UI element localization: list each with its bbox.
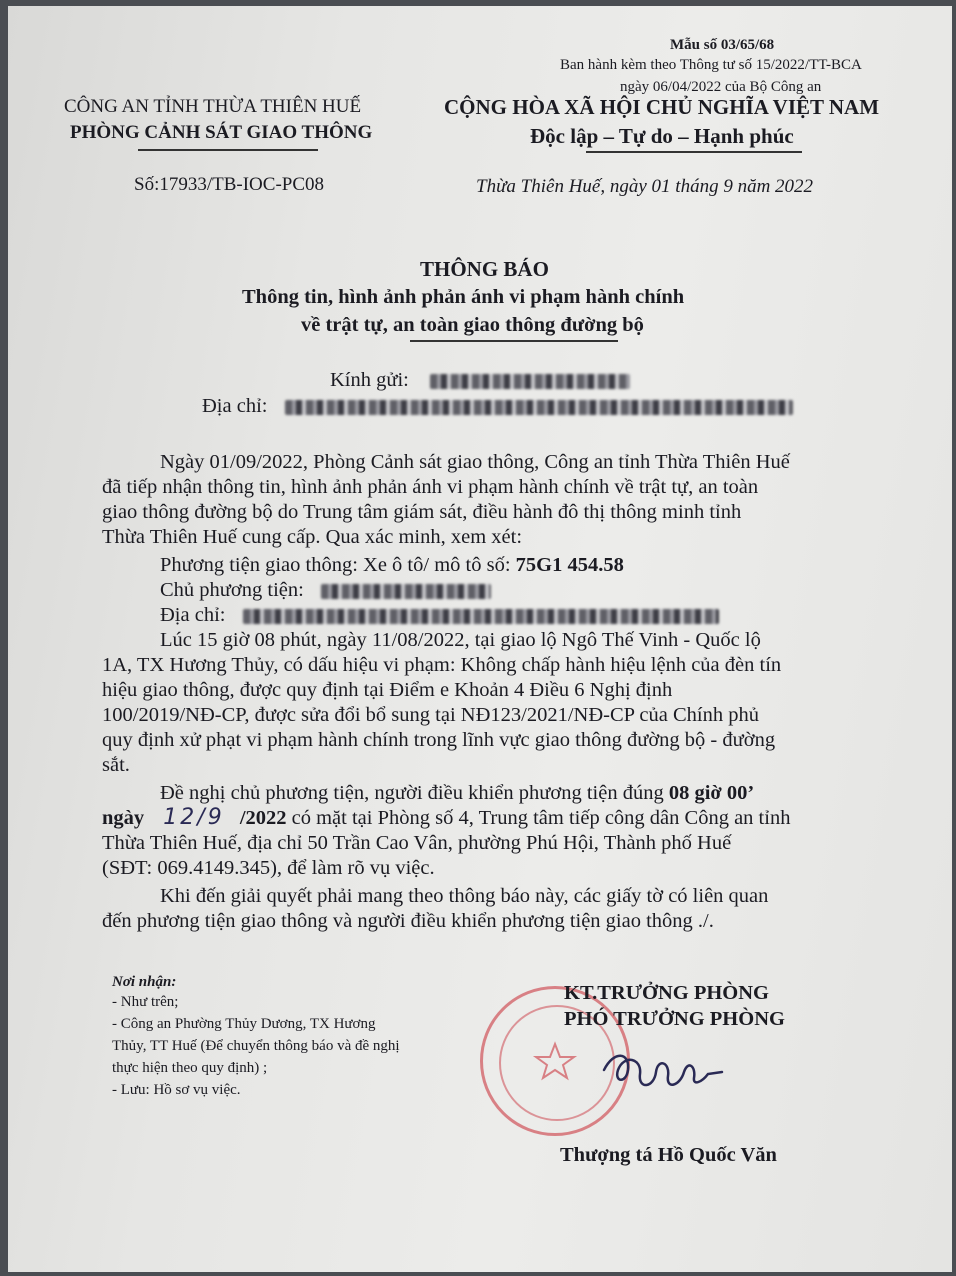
paragraph-3-line-4: (SĐT: 069.4149.345), để làm rõ vụ việc. — [102, 857, 435, 879]
paragraph-2-line-5: quy định xử phạt vi phạm hành chính trong lĩnh vực giao thông đường bộ - đường — [102, 729, 776, 751]
owner-address-row — [160, 603, 719, 628]
paragraph-2-line-3: hiệu giao thông, được quy định tại Điểm e Khoản 4 Điều 6 Nghị định — [102, 679, 673, 701]
appointment-time: 08 giờ 00’ — [668, 782, 755, 804]
vehicle-row — [160, 553, 624, 578]
appointment-day-label: ngày — [102, 807, 145, 829]
form-issued-line2: ngày 06/04/2022 của Bộ Công an — [620, 79, 822, 95]
paragraph-2-line-1: Lúc 15 giờ 08 phút, ngày 11/08/2022, tại giao lộ Ngô Thế Vinh - Quốc lộ — [160, 629, 761, 651]
motto-underline — [586, 151, 802, 153]
paragraph-1-line-1: Ngày 01/09/2022, Phòng Cảnh sát giao thông, Công an tỉnh Thừa Thiên Huế — [160, 451, 790, 473]
paragraph-2-line-4: 100/2019/NĐ-CP, được sửa đổi bổ sung tại NĐ123/2021/NĐ-CP của Chính phủ — [102, 704, 759, 726]
form-code: Mẫu số 03/65/68 — [670, 37, 775, 53]
paragraph-1-line-3: giao thông đường bộ do Trung tâm giám sát, điều hành đô thị thông minh tỉnh — [102, 501, 742, 523]
paragraph-3-line-1 — [160, 781, 754, 806]
notice-subtitle-1: Thông tin, hình ảnh phản ánh vi phạm hành chính — [242, 286, 685, 308]
recipients-title: Nơi nhận: — [112, 974, 177, 990]
paragraph-4-line-2: đến phương tiện giao thông và người điều khiển phương tiện giao thông ./. — [102, 910, 714, 932]
vehicle-label: Phương tiện giao thông: Xe ô tô/ mô tô số: — [160, 554, 511, 576]
title-underline — [410, 340, 618, 342]
recipients-item-2-line-1: - Công an Phường Thủy Dương, TX Hương — [112, 1016, 376, 1032]
paragraph-3-lead: Đề nghị chủ phương tiện, người điều khiển phương tiện đúng — [160, 782, 664, 804]
signature-line-2: PHÓ TRƯỞNG PHÒNG — [564, 1008, 785, 1030]
appointment-place: có mặt tại Phòng số 4, Trung tâm tiếp công dân Công an tỉnh — [291, 807, 791, 829]
notice-title: THÔNG BÁO — [420, 257, 549, 281]
country-name: CỘNG HÒA XÃ HỘI CHỦ NGHĨA VIỆT NAM — [444, 95, 880, 119]
owner-redacted — [321, 584, 491, 599]
owner-address-label: Địa chỉ: — [160, 604, 226, 626]
paragraph-3-line-2 — [102, 806, 790, 831]
paragraph-1-line-2: đã tiếp nhận thông tin, hình ảnh phản ánh vi phạm hành chính về trật tự, an toàn — [102, 476, 759, 498]
appointment-handwritten-date: 12/9 — [163, 805, 225, 830]
appointment-year: /2022 — [239, 807, 287, 829]
recipients-item-1: - Như trên; — [112, 994, 179, 1010]
department-underline — [138, 149, 318, 151]
recipient-redacted — [430, 374, 630, 389]
place-date: Thừa Thiên Huế, ngày 01 tháng 9 năm 2022 — [476, 176, 814, 197]
document-number: Số:17933/TB-IOC-PC08 — [134, 174, 325, 195]
owner-row — [160, 578, 491, 603]
paragraph-3-line-3: Thừa Thiên Huế, địa chỉ 50 Trần Cao Vân, phường Phú Hội, Thành phố Huế — [102, 832, 732, 854]
vehicle-plate: 75G1 454.58 — [515, 554, 624, 576]
notice-subtitle-2: về trật tự, an toàn giao thông đường bộ — [301, 314, 644, 336]
recipients-item-2-line-2: Thủy, TT Huế (Để chuyển thông báo và đề nghị — [112, 1038, 400, 1054]
paragraph-4-line-1: Khi đến giải quyết phải mang theo thông báo này, các giấy tờ có liên quan — [160, 885, 769, 907]
paragraph-2-line-6: sắt. — [102, 754, 130, 776]
recipients-item-2-line-3: thực hiện theo quy định) ; — [112, 1060, 268, 1076]
signature-line-1: KT.TRƯỞNG PHÒNG — [564, 982, 769, 1004]
paragraph-1-line-4: Thừa Thiên Huế cung cấp. Qua xác minh, xem xét: — [102, 526, 523, 548]
handwritten-signature — [596, 1032, 736, 1102]
recipient-address-row — [202, 394, 793, 419]
recipients-item-3: - Lưu: Hồ sơ vụ việc. — [112, 1082, 241, 1098]
motto: Độc lập – Tự do – Hạnh phúc — [530, 124, 794, 148]
form-issued-line1: Ban hành kèm theo Thông tư số 15/2022/TT-BCA — [560, 57, 862, 73]
agency-name: CÔNG AN TỈNH THỪA THIÊN HUẾ — [64, 96, 362, 117]
department-name: PHÒNG CẢNH SÁT GIAO THÔNG — [70, 122, 373, 143]
recipient-address-label: Địa chỉ: — [202, 395, 268, 417]
document-page — [8, 6, 952, 1272]
recipient-label: Kính gửi: — [330, 369, 409, 391]
recipient-address-redacted — [285, 400, 793, 415]
recipient-row — [330, 368, 630, 393]
owner-label: Chủ phương tiện: — [160, 579, 304, 601]
signer-name: Thượng tá Hồ Quốc Văn — [560, 1144, 777, 1166]
owner-address-redacted — [243, 609, 719, 624]
paragraph-2-line-2: 1A, TX Hương Thủy, có dấu hiệu vi phạm: Không chấp hành hiệu lệnh của đèn tín — [102, 654, 782, 676]
